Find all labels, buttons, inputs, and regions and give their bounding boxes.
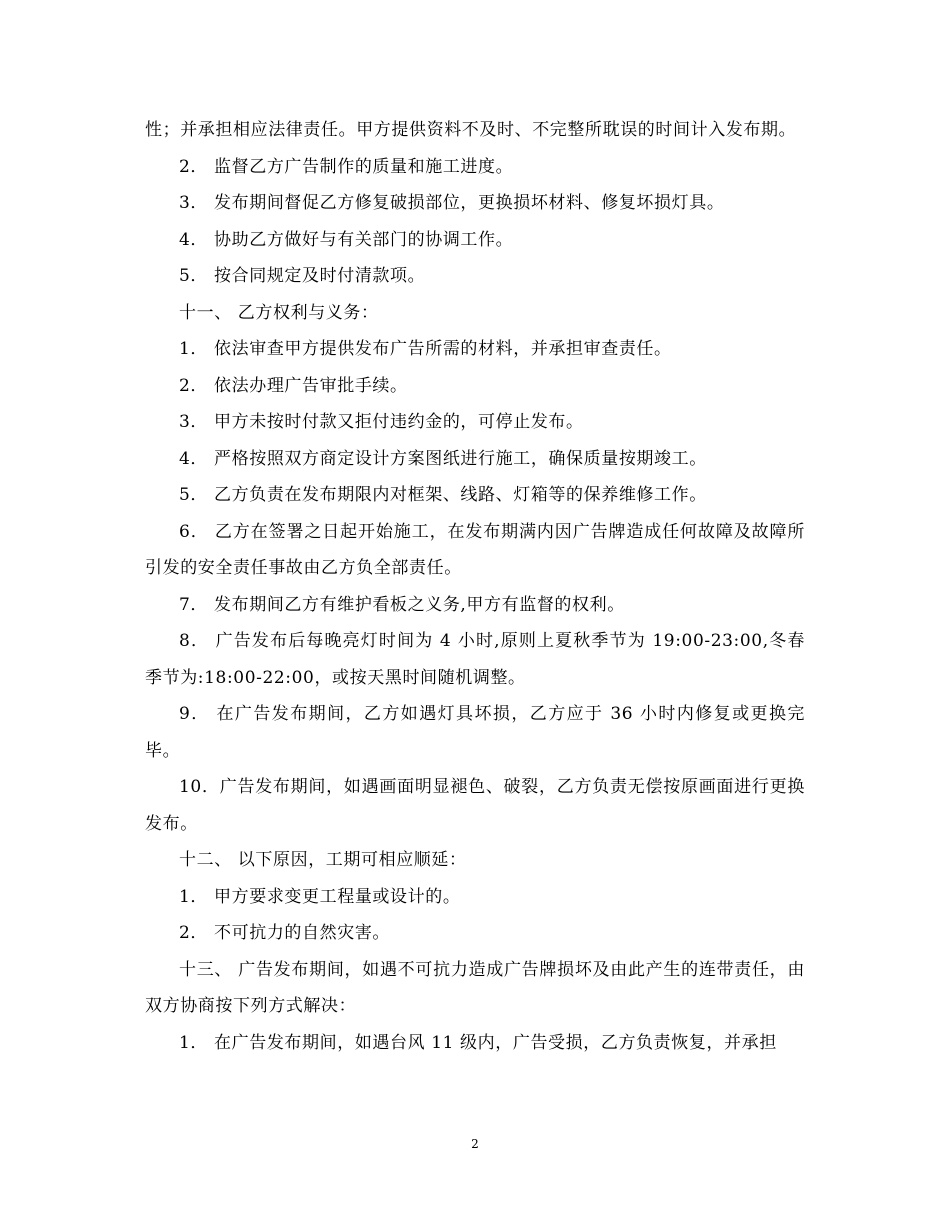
paragraph: 5． 乙方负责在发布期限内对框架、线路、灯箱等的保养维修工作。 <box>179 485 707 505</box>
paragraph: 6． 乙方在签署之日起开始施工，在发布期满内因广告牌造成任何故障及故障所引发的安全责任事故由乙方负全部责任。 <box>145 521 805 578</box>
section-heading: 十三、 广告发布期间，如遇不可抗力造成广告牌损坏及由此产生的连带责任，由双方协商按下列方式解决： <box>145 959 805 1016</box>
paragraph: 10．广告发布期间，如遇画面明显褪色、破裂，乙方负责无偿按原画面进行更换发布。 <box>145 777 805 834</box>
paragraph: 3． 发布期间督促乙方修复破损部位，更换损坏材料、修复坏损灯具。 <box>179 193 725 213</box>
paragraph: 9． 在广告发布期间，乙方如遇灯具坏损，乙方应于 36 小时内修复或更换完毕。 <box>145 704 805 761</box>
paragraph: 8． 广告发布后每晚亮灯时间为 4 小时,原则上夏秋季节为 19:00-23:00,冬春季节为:18:00-22:00，或按天黑时间随机调整。 <box>145 631 805 688</box>
paragraph: 4． 协助乙方做好与有关部门的协调工作。 <box>179 229 514 250</box>
section-heading: 十一、 乙方权利与义务： <box>179 302 379 323</box>
section-heading: 十二、 以下原因，工期可相应顺延： <box>179 850 467 870</box>
paragraph: 2． 依法办理广告审批手续。 <box>179 375 408 396</box>
paragraph: 1． 甲方要求变更工程量或设计的。 <box>179 886 461 907</box>
document-body <box>145 112 805 1061</box>
paragraph: 4． 严格按照双方商定设计方案图纸进行施工，确保质量按期竣工。 <box>179 448 707 469</box>
paragraph: 性；并承担相应法律责任。甲方提供资料不及时、不完整所耽误的时间计入发布期。 <box>145 120 797 140</box>
paragraph: 5． 按合同规定及时付清款项。 <box>179 266 426 286</box>
paragraph: 2． 监督乙方广告制作的质量和施工进度。 <box>179 156 514 177</box>
paragraph: 1． 在广告发布期间，如遇台风 11 级内，广告受损，乙方负责恢复，并承担 <box>179 1032 777 1053</box>
page-number: 2 <box>471 1137 479 1151</box>
paragraph: 3． 甲方未按时付款又拒付违约金的，可停止发布。 <box>179 412 584 432</box>
paragraph: 2． 不可抗力的自然灾害。 <box>179 923 391 943</box>
paragraph: 7． 发布期间乙方有维护看板之义务,甲方有监督的权利。 <box>179 594 625 615</box>
paragraph: 1． 依法审查甲方提供发布广告所需的材料，并承担审查责任。 <box>179 339 672 359</box>
